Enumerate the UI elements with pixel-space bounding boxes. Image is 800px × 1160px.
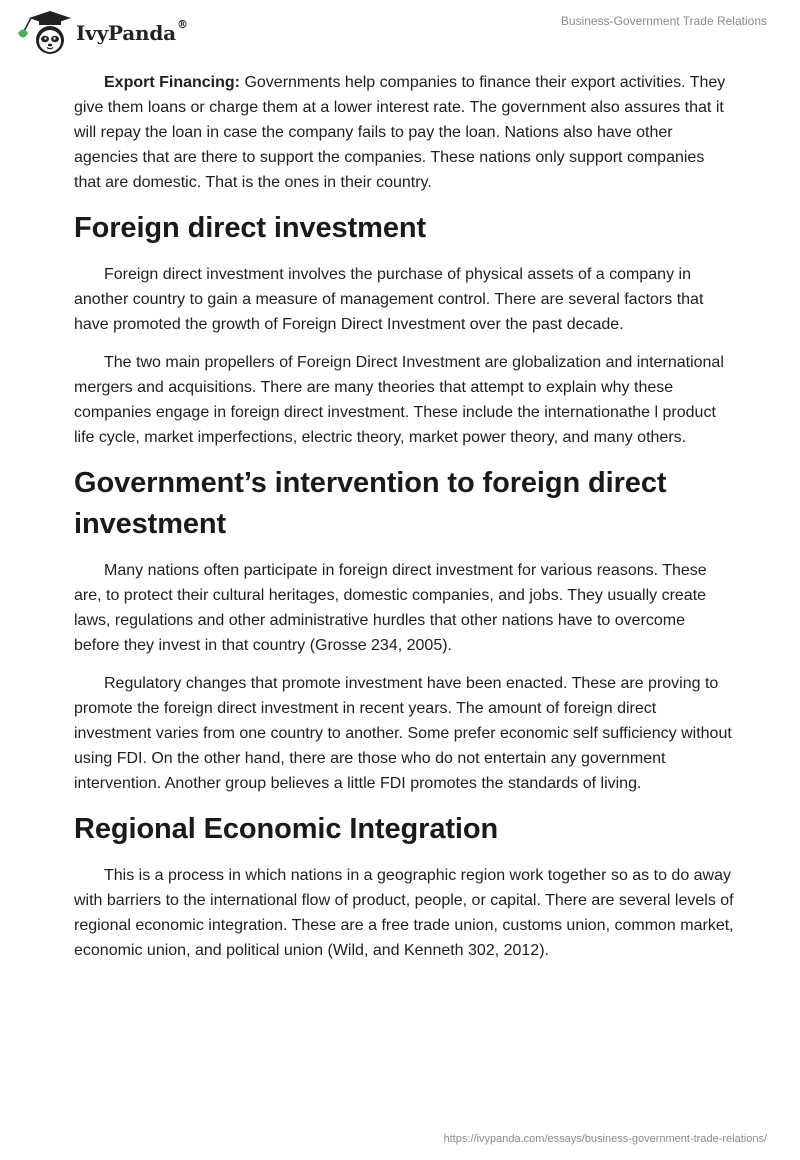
brand-name: IvyPanda® bbox=[76, 18, 188, 45]
paragraph-fdi-propellers: The two main propellers of Foreign Direct Investment are globalization and international mergers and acquisitions. There are many theories that attempt to explain why these companies engage in foreign direct investment. These include the internationathe l product life cycle, market imperfections, electric theory, market power theory, and many others. bbox=[74, 354, 724, 446]
paragraph-regional-integration: This is a process in which nations in a geographic region work together so as to do away with barriers to the international flow of product, people, or capital. There are several levels of regional economic integration. These are a free trade union, customs union, common market, economic union, and political union (Wild, and Kenneth 302, 2012). bbox=[74, 867, 734, 959]
essay-content bbox=[74, 70, 734, 976]
heading-foreign-direct-investment: Foreign direct investment bbox=[74, 212, 427, 244]
source-url[interactable]: https://ivypanda.com/essays/business-government-trade-relations/ bbox=[443, 1133, 767, 1145]
heading-regional-economic-integration: Regional Economic Integration bbox=[74, 813, 499, 845]
paragraph-government-reasons: Many nations often participate in foreign direct investment for various reasons. These are, to protect their cultural heritages, domestic companies, and jobs. They usually create laws, regulations and other administrative hurdles that other nations have to overcome before they invest in that country (Grosse 234, 2005). bbox=[74, 562, 707, 654]
paragraph-regulatory-changes: Regulatory changes that promote investment have been enacted. These are proving to promote the foreign direct investment in recent years. The amount of foreign direct investment varies from one country to another. Some prefer economic self sufficiency without using FDI. On the other hand, there are those who do not entertain any government intervention. Another group believes a little FDI promotes the standards of living. bbox=[74, 675, 732, 792]
page-header bbox=[0, 0, 800, 60]
paragraph-export-financing bbox=[74, 70, 734, 195]
panda-graduate-logo-icon bbox=[15, 9, 71, 55]
heading-government-intervention: Government’s intervention to foreign direct investment bbox=[74, 467, 667, 540]
paragraph-fdi-definition: Foreign direct investment involves the purchase of physical assets of a company in another country to gain a measure of management control. There are several factors that have promoted the growth of Foreign Direct Investment over the past decade. bbox=[74, 266, 704, 333]
paragraph-text: Governments help companies to finance their export activities. They give them loans or charge them at a lower interest rate. The government also assures that it will repay the loan in case the company fails to pay the loan. Nations also have other agencies that are there to support the companies. These nations only support companies that are domestic. That is the ones in their country. bbox=[74, 74, 726, 191]
document-title: Business-Government Trade Relations bbox=[560, 14, 767, 28]
ivypanda-logo[interactable] bbox=[15, 9, 188, 55]
paragraph-lead-term: Export Financing: bbox=[104, 74, 240, 91]
